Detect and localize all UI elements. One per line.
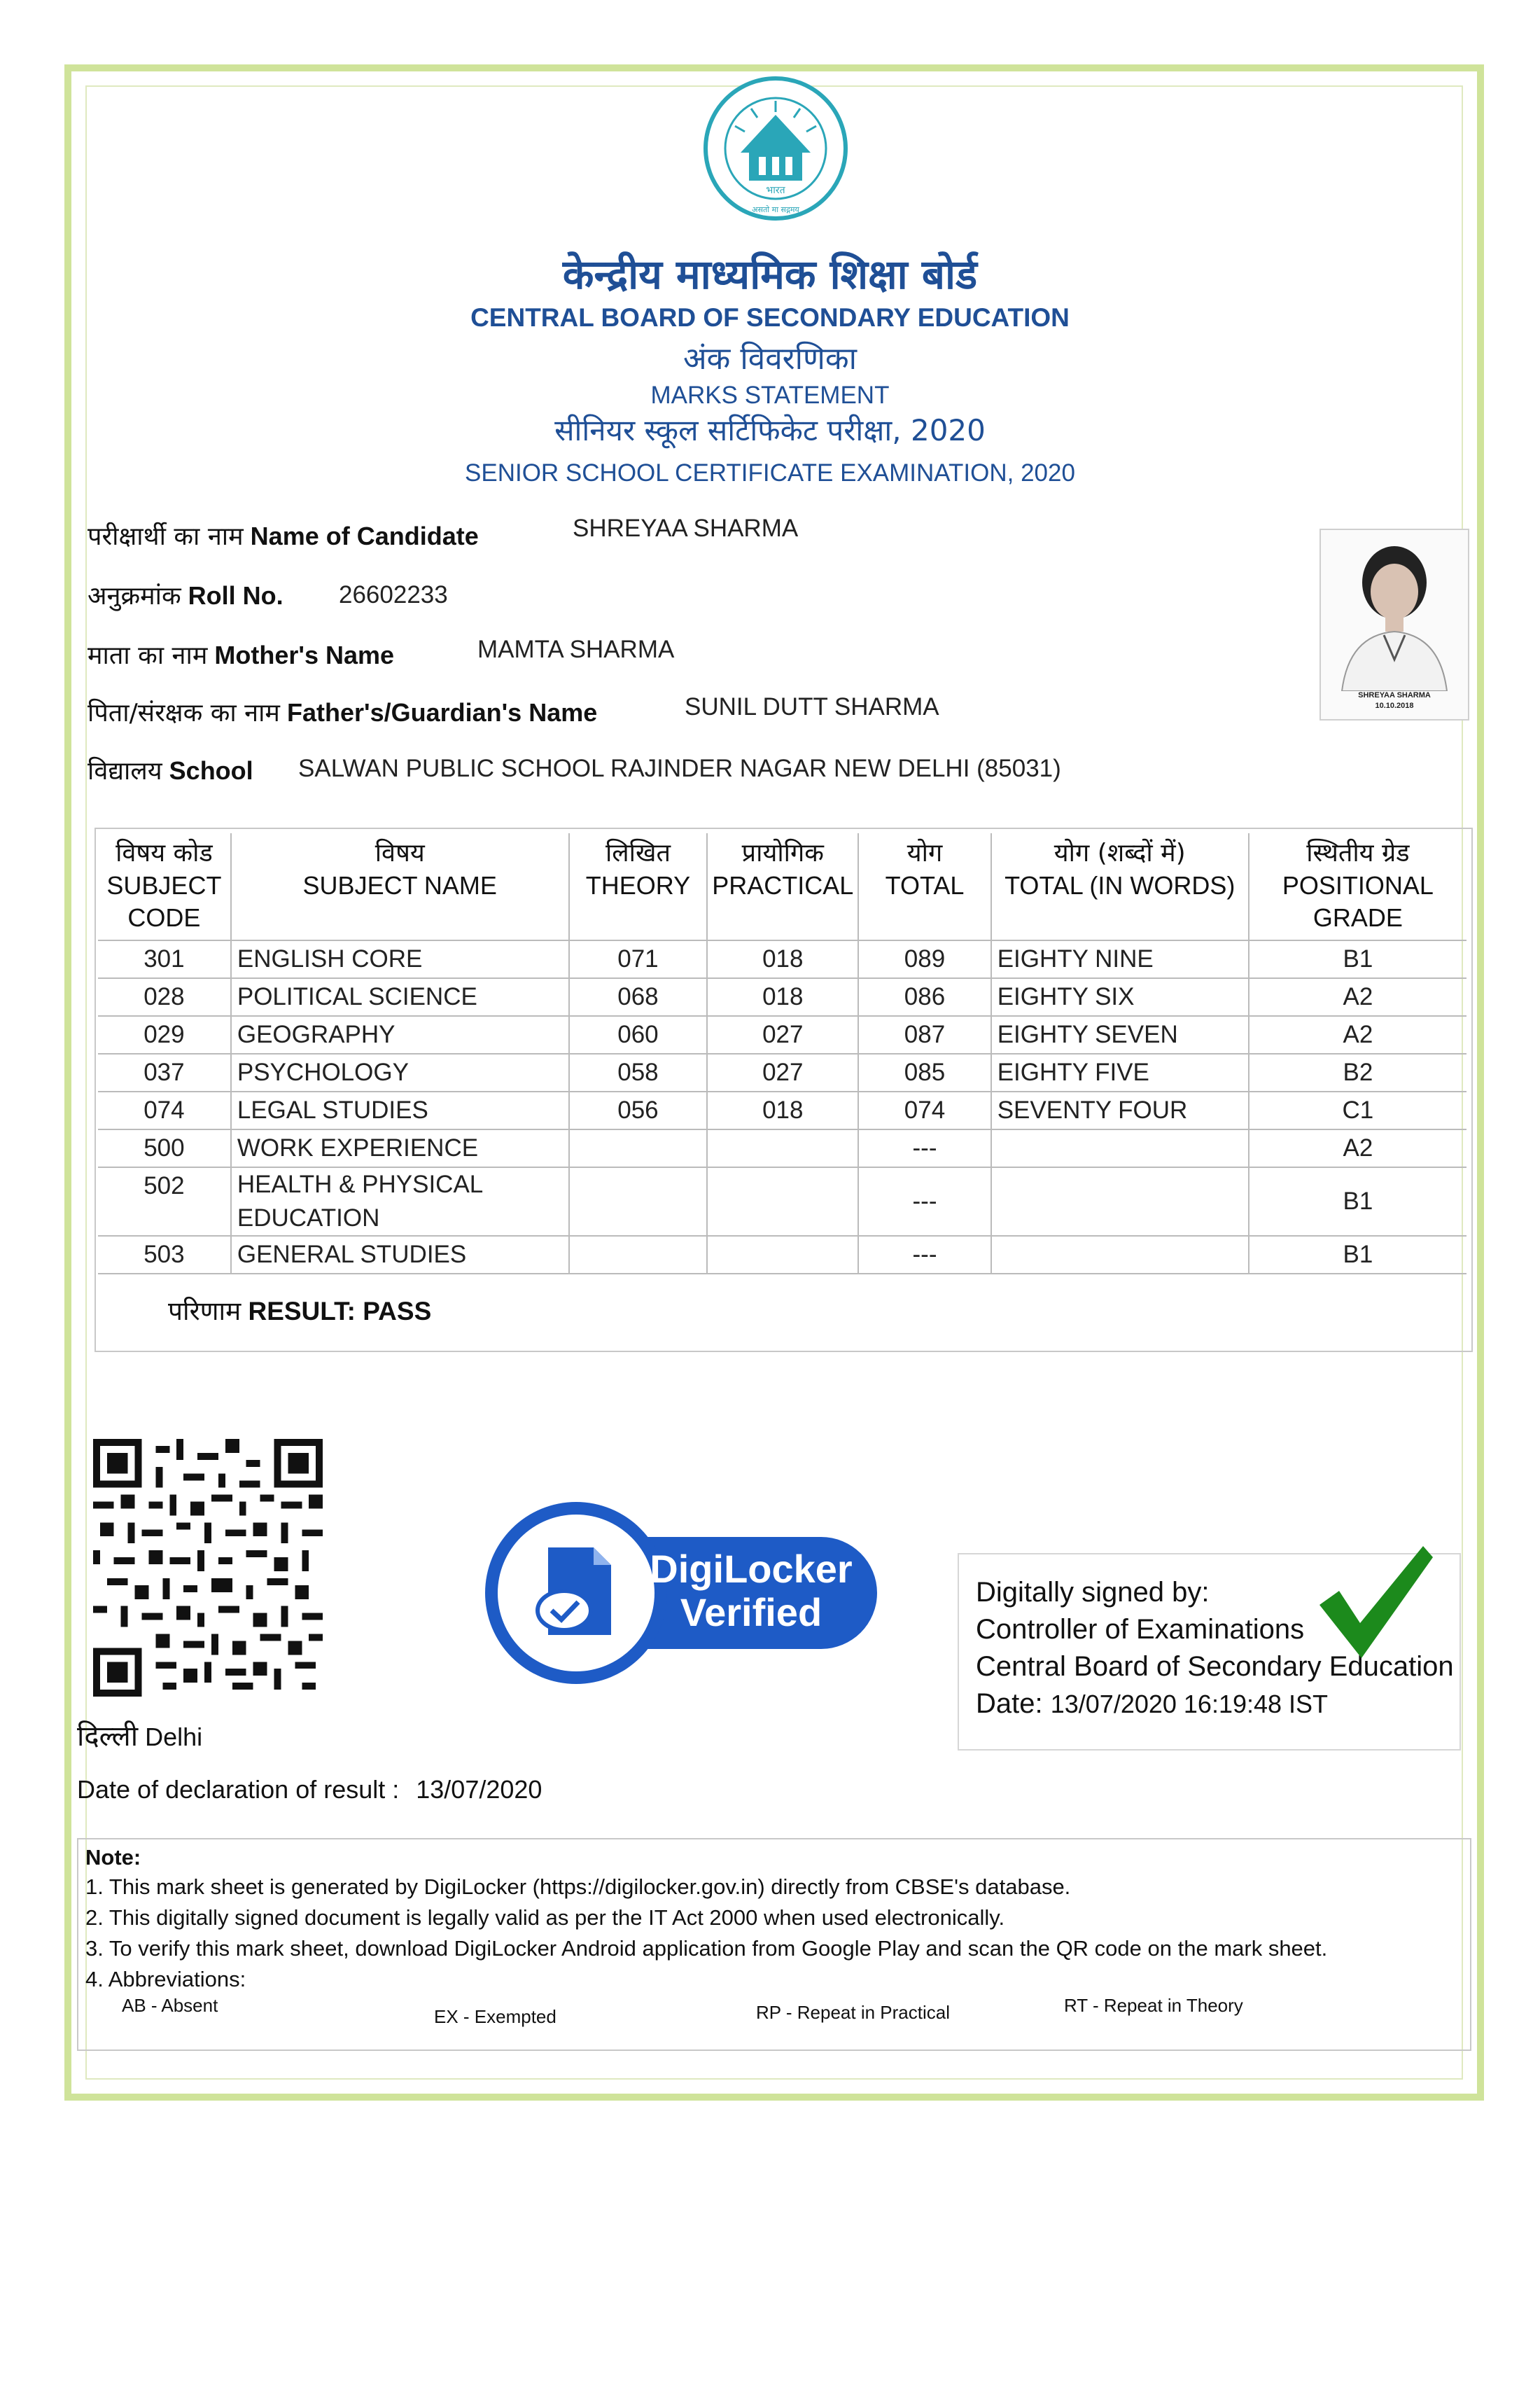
candidate-name-label-english: Name of Candidate [250, 522, 479, 550]
exam-name-english: SENIOR SCHOOL CERTIFICATE EXAMINATION, 2020 [465, 459, 1075, 487]
table-row [98, 978, 1466, 1016]
header-practical [707, 833, 858, 940]
table-row [98, 940, 1466, 978]
table-row [98, 1016, 1466, 1054]
mother-name-label-hindi: माता का नाम [88, 641, 208, 670]
marks-statement-english: MARKS STATEMENT [650, 382, 890, 409]
digilocker-verified-badge [482, 1498, 888, 1687]
total-in-words: EIGHTY SIX [991, 978, 1249, 1016]
mother-name-label-english: Mother's Name [214, 641, 395, 669]
subject-name: POLITICAL SCIENCE [231, 978, 569, 1016]
father-name-label [88, 695, 597, 729]
digilocker-verified: Verified [680, 1590, 822, 1634]
signed-by-label: Digitally signed by: [976, 1577, 1210, 1608]
theory-marks: 056 [569, 1092, 708, 1129]
subject-name: LEGAL STUDIES [231, 1092, 569, 1129]
cbse-logo [699, 70, 853, 231]
practical-marks: 018 [707, 1092, 858, 1129]
marks-table [98, 833, 1466, 1274]
result-label-hindi: परिणाम [168, 1296, 241, 1326]
logo-bottom-text: भारत [766, 185, 785, 196]
header-code-english: SUBJECT [106, 871, 222, 900]
place [77, 1716, 202, 1754]
candidate-name: SHREYAA SHARMA [573, 515, 799, 542]
marks-statement-hindi: अंक विवरणिका [682, 341, 858, 377]
total-marks: 074 [858, 1092, 990, 1129]
positional-grade: C1 [1249, 1092, 1466, 1129]
subject-name [231, 1167, 569, 1236]
total-marks: 089 [858, 940, 990, 978]
header-practical-english: PRACTICAL [712, 871, 854, 900]
table-row [98, 1054, 1466, 1092]
total-in-words: SEVENTY FOUR [991, 1092, 1249, 1129]
header-grade-english-2: GRADE [1312, 903, 1403, 932]
header-subject-code [98, 833, 231, 940]
total-marks: --- [858, 1167, 990, 1236]
header-words-hindi: योग (शब्दों में) [1054, 839, 1186, 868]
subject-code: 500 [98, 1129, 231, 1167]
roll-number: 26602233 [339, 581, 448, 608]
result [168, 1292, 431, 1328]
total-in-words: EIGHTY NINE [991, 940, 1249, 978]
document-cloud-icon [538, 1547, 611, 1635]
table-header-row [98, 833, 1466, 940]
subject-name: PSYCHOLOGY [231, 1054, 569, 1092]
candidate-name-label [88, 518, 479, 552]
theory-marks [569, 1167, 708, 1236]
photo-date: 10.10.2018 [1375, 702, 1414, 710]
positional-grade: B2 [1249, 1054, 1466, 1092]
header-grade-english: POSITIONAL [1282, 871, 1434, 900]
result-value: RESULT: PASS [248, 1297, 432, 1325]
father-name: SUNIL DUTT SHARMA [685, 693, 939, 721]
total-in-words: EIGHTY SEVEN [991, 1016, 1249, 1054]
note-item: 4. Abbreviations: [85, 1967, 246, 1991]
positional-grade: B1 [1249, 1167, 1466, 1236]
header-grade-hindi: स्थितीय ग्रेड [1306, 839, 1410, 868]
header-total [858, 833, 990, 940]
positional-grade: B1 [1249, 940, 1466, 978]
roll-number-label-english: Roll No. [188, 581, 284, 610]
roll-number-label [88, 578, 284, 612]
note-item: 1. This mark sheet is generated by DigiLocker (https://digilocker.gov.in) directly from CBSE's database. [85, 1874, 1071, 1899]
practical-marks: 027 [707, 1054, 858, 1092]
total-in-words [991, 1167, 1249, 1236]
school-name: SALWAN PUBLIC SCHOOL RAJINDER NAGAR NEW DELHI (85031) [298, 755, 1061, 782]
positional-grade: A2 [1249, 1129, 1466, 1167]
table-row [98, 1167, 1466, 1236]
father-name-label-english: Father's/Guardian's Name [286, 698, 598, 727]
subject-code: 037 [98, 1054, 231, 1092]
total-marks: 085 [858, 1054, 990, 1092]
subject-name-line2: EDUCATION [237, 1204, 380, 1232]
table-row [98, 1129, 1466, 1167]
qr-code [92, 1439, 323, 1697]
candidate-photo [1320, 529, 1469, 721]
positional-grade: B1 [1249, 1236, 1466, 1274]
practical-marks [707, 1236, 858, 1274]
table-row [98, 1236, 1466, 1274]
header-words-english: TOTAL (IN WORDS) [1004, 871, 1236, 900]
header-subject-name [231, 833, 569, 940]
abbreviation-absent: AB - Absent [122, 1995, 218, 2016]
logo-motto: असतो मा सद्गमय [752, 205, 799, 214]
subject-name: GEOGRAPHY [231, 1016, 569, 1054]
declaration-date-label: Date of declaration of result : [77, 1775, 400, 1804]
total-in-words [991, 1129, 1249, 1167]
subject-code: 503 [98, 1236, 231, 1274]
signer-organization: Central Board of Secondary Education [976, 1651, 1454, 1682]
school-label-english: School [169, 756, 253, 785]
notes-box [77, 1838, 1471, 2051]
abbreviation-repeat-theory: RT - Repeat in Theory [1064, 1995, 1243, 2016]
practical-marks: 018 [707, 940, 858, 978]
header-theory-english: THEORY [585, 871, 691, 900]
theory-marks: 058 [569, 1054, 708, 1092]
candidate-photo-image [1321, 530, 1468, 691]
father-name-label-hindi: पिता/संरक्षक का नाम [88, 699, 280, 728]
board-name-english: CENTRAL BOARD OF SECONDARY EDUCATION [470, 303, 1070, 332]
check-mark-icon [1312, 1540, 1435, 1663]
header-theory [569, 833, 708, 940]
theory-marks [569, 1129, 708, 1167]
header-name-hindi: विषय [374, 839, 425, 868]
place-english: Delhi [145, 1723, 203, 1751]
declaration-date [77, 1775, 542, 1804]
notes-title: Note: [85, 1845, 141, 1870]
signature-date-value: 13/07/2020 16:19:48 IST [1050, 1690, 1329, 1718]
subject-name: WORK EXPERIENCE [231, 1129, 569, 1167]
note-item: 3. To verify this mark sheet, download DigiLocker Android application from Google Play and scan the QR code on the mark sheet. [85, 1936, 1328, 1961]
practical-marks: 027 [707, 1016, 858, 1054]
exam-name-hindi: सीनियर स्कूल सर्टिफिकेट परीक्षा, 2020 [554, 413, 986, 447]
total-marks: --- [858, 1129, 990, 1167]
subject-code: 028 [98, 978, 231, 1016]
abbreviation-exempted: EX - Exempted [434, 2006, 556, 2027]
subject-code: 502 [98, 1167, 231, 1236]
signature-date-label: Date: [976, 1688, 1043, 1719]
total-marks: --- [858, 1236, 990, 1274]
candidate-name-label-hindi: परीक्षार्थी का नाम [88, 522, 244, 551]
practical-marks: 018 [707, 978, 858, 1016]
digilocker-name: DigiLocker [650, 1547, 853, 1591]
practical-marks [707, 1167, 858, 1236]
header-name-english: SUBJECT NAME [302, 871, 497, 900]
subject-name: GENERAL STUDIES [231, 1236, 569, 1274]
school-label [88, 753, 253, 787]
photo-caption: SHREYAA SHARMA [1358, 691, 1431, 700]
signer-title: Controller of Examinations [976, 1614, 1305, 1645]
place-hindi: दिल्ली [77, 1720, 139, 1753]
theory-marks: 071 [569, 940, 708, 978]
board-name-hindi: केन्द्रीय माध्यमिक शिक्षा बोर्ड [562, 251, 978, 298]
header-theory-hindi: लिखित [605, 839, 671, 868]
mother-name-label [88, 637, 394, 671]
theory-marks: 060 [569, 1016, 708, 1054]
header-grade [1249, 833, 1466, 940]
header-total-hindi: योग [906, 839, 943, 868]
subject-name-line1: HEALTH & PHYSICAL [237, 1171, 484, 1198]
abbreviation-repeat-practical: RP - Repeat in Practical [756, 2002, 950, 2023]
subject-code: 074 [98, 1092, 231, 1129]
header-total-english: TOTAL [885, 871, 965, 900]
total-in-words [991, 1236, 1249, 1274]
total-in-words: EIGHTY FIVE [991, 1054, 1249, 1092]
total-marks: 086 [858, 978, 990, 1016]
theory-marks: 068 [569, 978, 708, 1016]
subject-code: 029 [98, 1016, 231, 1054]
subject-code: 301 [98, 940, 231, 978]
header-total-words [991, 833, 1249, 940]
school-label-hindi: विद्यालय [88, 757, 162, 786]
theory-marks [569, 1236, 708, 1274]
total-marks: 087 [858, 1016, 990, 1054]
header-practical-hindi: प्रायोगिक [741, 839, 824, 868]
header-code-english-2: CODE [127, 903, 201, 932]
subject-name: ENGLISH CORE [231, 940, 569, 978]
table-row [98, 1092, 1466, 1129]
signature-date [976, 1685, 1328, 1723]
practical-marks [707, 1129, 858, 1167]
mother-name: MAMTA SHARMA [477, 636, 675, 663]
roll-number-label-hindi: अनुक्रमांक [88, 582, 181, 611]
declaration-date-value: 13/07/2020 [416, 1775, 542, 1804]
note-item: 2. This digitally signed document is legally valid as per the IT Act 2000 when used electronically. [85, 1905, 1005, 1930]
header-code-hindi: विषय कोड [115, 839, 213, 868]
positional-grade: A2 [1249, 978, 1466, 1016]
positional-grade: A2 [1249, 1016, 1466, 1054]
